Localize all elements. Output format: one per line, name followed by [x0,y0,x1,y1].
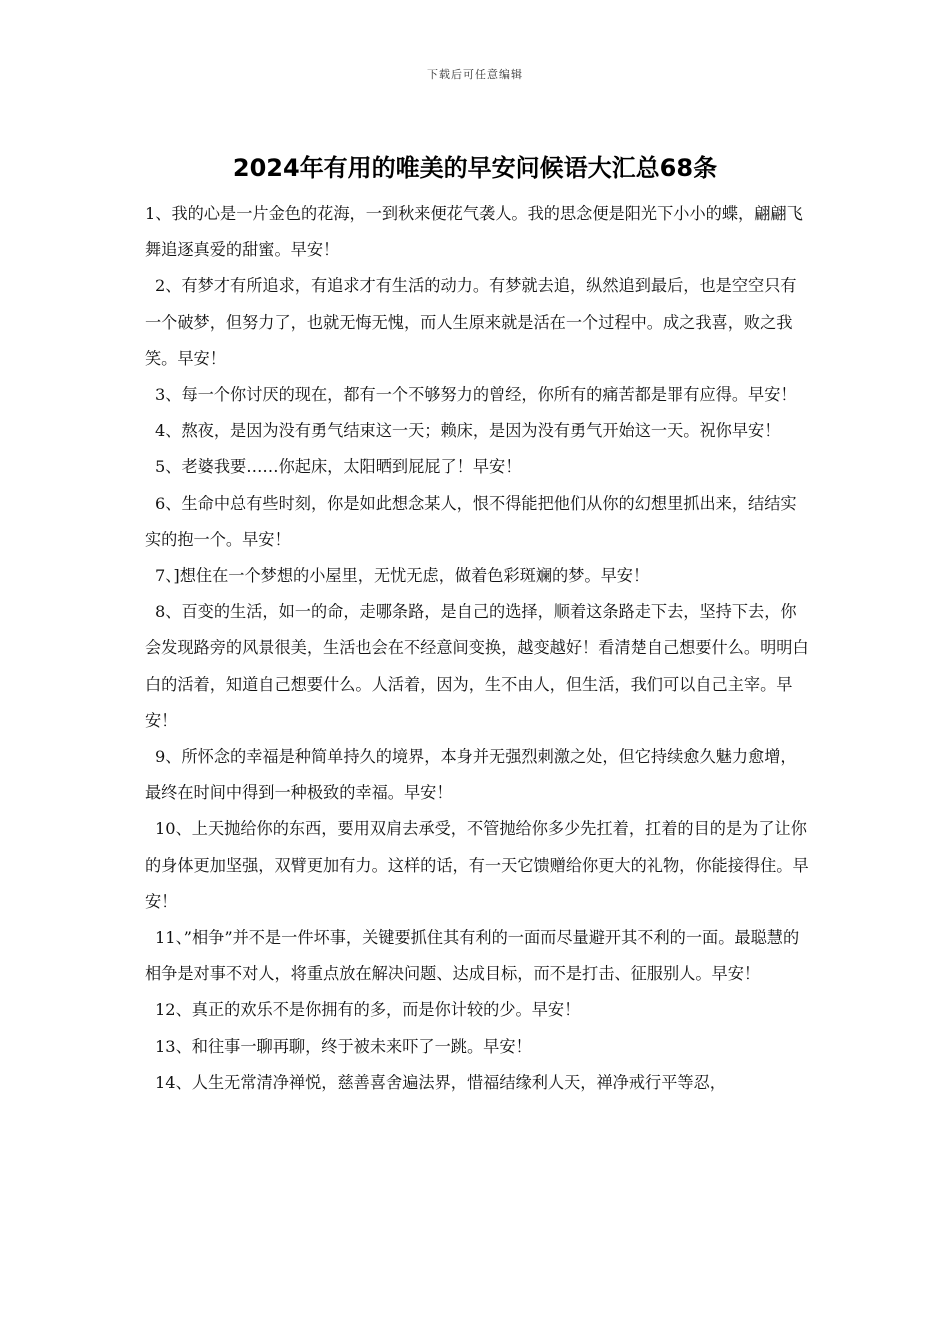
header-note: 下载后可任意编辑 [427,68,523,81]
document-body [145,196,809,1101]
paragraph-8: 8、百变的生活，如一的命，走哪条路，是自己的选择，顺着这条路走下去，坚持下去，你会发现路旁的风景很美，生活也会在不经意间变换，越变越好！看清楚自己想要什么。明明白白的活着，知道自己想要什么。人活着，因为，生不由人，但生活，我们可以自己主宰。早安！ [145,602,809,730]
paragraph-10: 10、上天抛给你的东西，要用双肩去承受，不管抛给你多少先扛着，扛着的目的是为了让你的身体更加坚强，双臂更加有力。这样的话，有一天它馈赠给你更大的礼物，你能接得住。早安！ [145,819,809,911]
paragraph-12: 12、真正的欢乐不是你拥有的多，而是你计较的少。早安！ [155,1000,581,1020]
paragraph-11: 11、”相争”并不是一件坏事，关键要抓住其有利的一面而尽量避开其不利的一面。最聪慧的相争是对事不对人，将重点放在解决问题、达成目标，而不是打击、征服别人。早安！ [145,928,800,984]
paragraph-9: 9、所怀念的幸福是种简单持久的境界，本身并无强烈刺激之处，但它持续愈久魅力愈增，最终在时间中得到一种极致的幸福。早安！ [145,747,797,803]
document-title: 2024年有用的唯美的早安问候语大汇总68条 [232,154,718,182]
paragraph-13: 13、和往事一聊再聊，终于被未来吓了一跳。早安！ [155,1036,532,1056]
paragraph-5: 5、老婆我要……你起床，太阳晒到屁屁了！早安！ [155,457,522,477]
paragraph-6: 6、生命中总有些时刻，你是如此想念某人，恨不得能把他们从你的幻想里抓出来，结结实实的抱一个。早安！ [145,493,797,549]
paragraph-4: 4、熬夜，是因为没有勇气结束这一天；赖床，是因为没有勇气开始这一天。祝你早安！ [155,421,781,441]
paragraph-2: 2、有梦才有所追求，有追求才有生活的动力。有梦就去追，纵然追到最后，也是空空只有一个破梦，但努力了，也就无悔无愧，而人生原来就是活在一个过程中。成之我喜，败之我笑。早安！ [145,276,797,368]
paragraph-3: 3、每一个你讨厌的现在，都有一个不够努力的曾经，你所有的痛苦都是罪有应得。早安！ [155,385,797,405]
paragraph-14: 14、人生无常清净禅悦，慈善喜舍遍法界，惜福结缘利人天，禅净戒行平等忍， [155,1072,726,1092]
paragraph-1: 1、我的心是一片金色的花海，一到秋来便花气袭人。我的思念便是阳光下小小的蝶，翩翩飞舞追逐真爱的甜蜜。早安！ [145,204,803,260]
paragraph-7: 7、]想住在一个梦想的小屋里，无忧无虑，做着色彩斑斓的梦。早安！ [155,566,650,586]
